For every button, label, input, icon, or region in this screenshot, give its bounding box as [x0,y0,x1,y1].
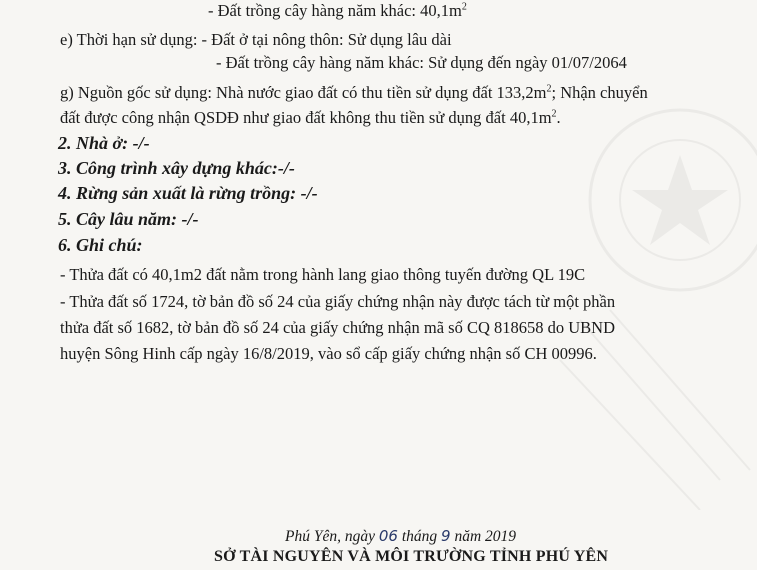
note-line-2: - Thửa đất số 1724, tờ bản đồ số 24 của giấy chứng nhận này được tách từ một phần [60,292,616,311]
origin-text-2: đất được công nhận QSDĐ như giao đất không thu tiền sử dụng đất 40,1m [60,108,552,127]
note-line-1: - Thửa đất có 40,1m2 đất nằm trong hành lang giao thông tuyến đường QL 19C [60,265,586,284]
heading-perennial-trees: 5. Cây lâu năm: -/- [58,209,199,229]
note-line-3: thửa đất số 1682, tờ bản đồ số 24 của giấy chứng nhận mã số CQ 818658 do UBND [60,318,616,337]
sup-m2: 2 [461,1,467,13]
sup-m2: 2 [551,108,557,120]
issuing-authority: SỞ TÀI NGUYÊN VÀ MÔI TRƯỜNG TỈNH PHÚ YÊN [214,548,609,565]
heading-other-construction: 3. Công trình xây dựng khác:-/- [58,158,295,178]
year-label: năm 2019 [450,528,517,545]
handwritten-day: 06 [378,527,398,545]
heading-notes: 6. Ghi chú: [58,235,143,255]
origin-line-2 [60,108,561,128]
origin-text-2b: . [556,108,561,127]
month-label: tháng [397,528,442,545]
land-annual-crop-line [208,1,467,21]
usage-term-annual-line: - Đất trồng cây hàng năm khác: Sử dụng đến ngày 01/07/2064 [216,53,627,72]
note-line-4: huyện Sông Hinh cấp ngày 16/8/2019, vào sổ cấp giấy chứng nhận số CH 00996. [60,344,597,363]
issue-date-line [285,527,516,546]
origin-text-1b: ; Nhận chuyển [551,83,648,102]
handwritten-month: 9 [441,527,451,545]
usage-term-line: e) Thời hạn sử dụng: - Đất ở tại nông thôn: Sử dụng lâu dài [60,30,452,49]
place-prefix: Phú Yên, ngày [285,528,379,545]
sup-m2: 2 [546,83,552,95]
heading-house: 2. Nhà ở: -/- [58,133,150,153]
origin-line-1 [60,83,648,103]
origin-text-1: g) Nguồn gốc sử dụng: Nhà nước giao đất có thu tiền sử dụng đất 133,2m [60,83,547,102]
heading-production-forest: 4. Rừng sản xuất là rừng trồng: -/- [58,183,318,203]
annual-crop-area-text: - Đất trồng cây hàng năm khác: 40,1m [208,1,462,20]
